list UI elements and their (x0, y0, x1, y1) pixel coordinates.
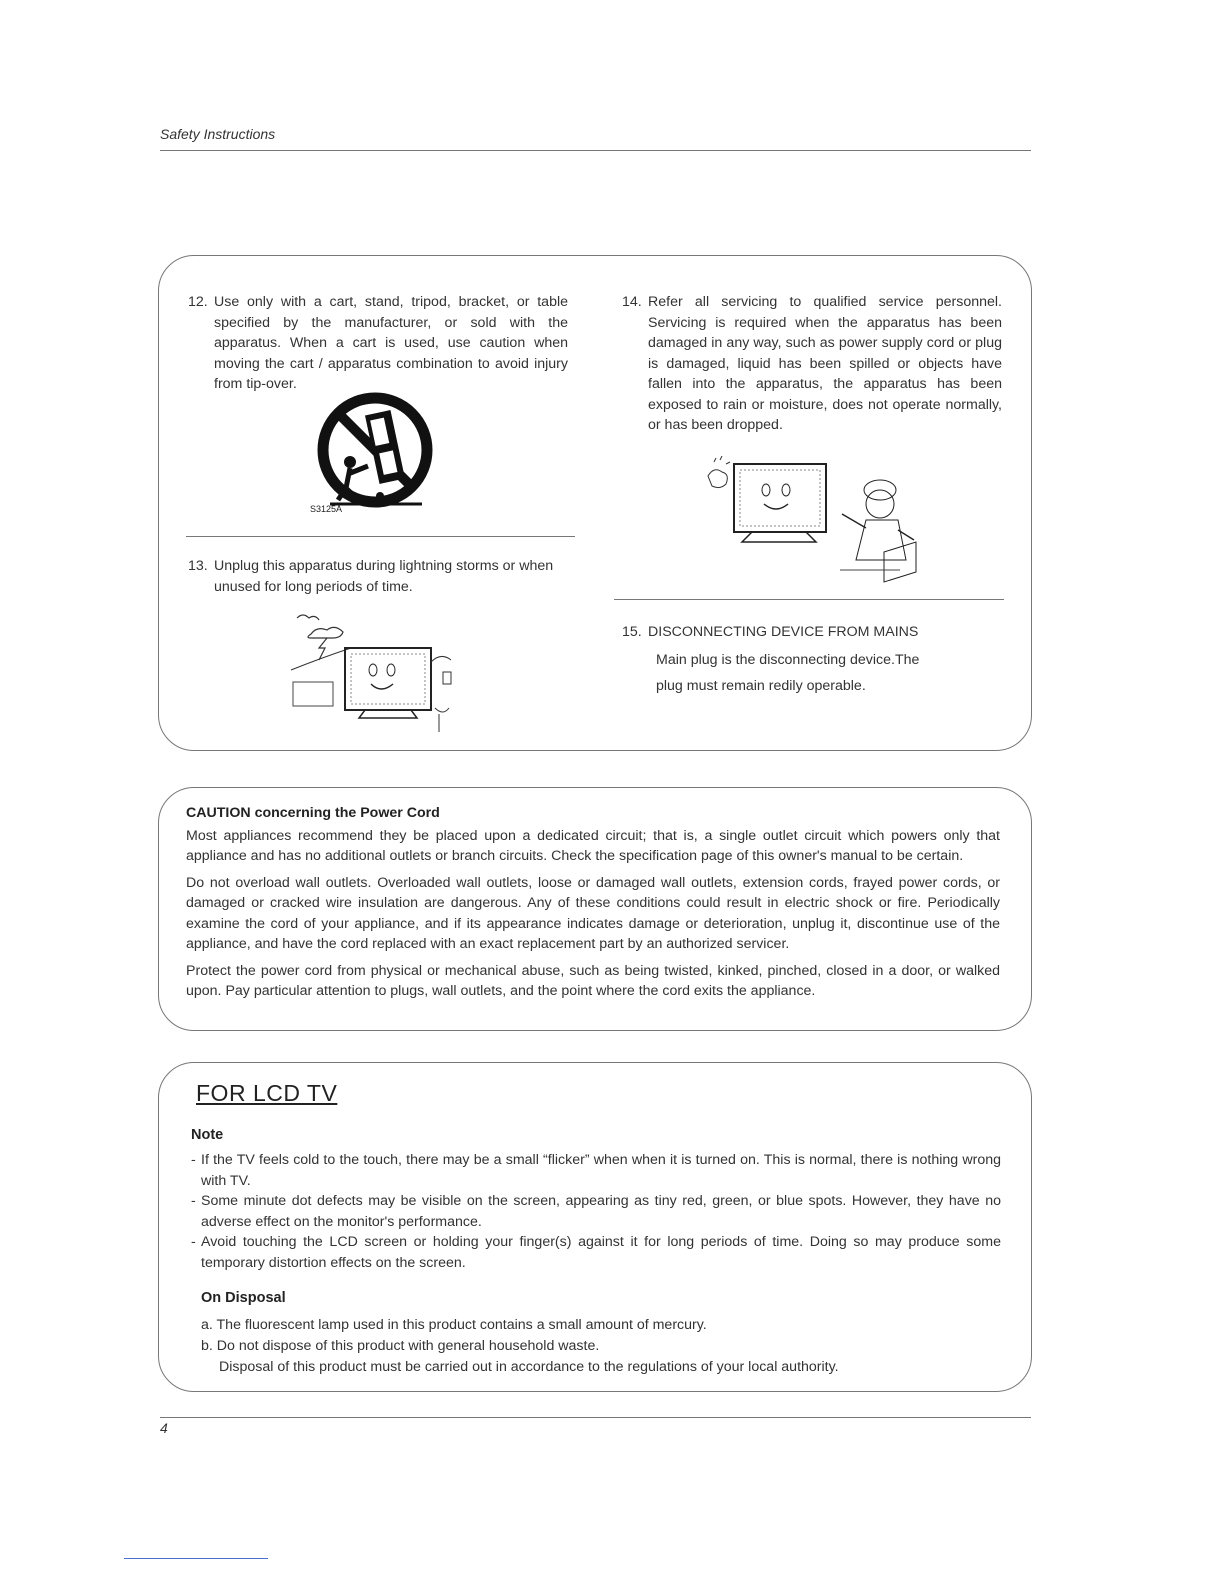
service-technician-illustration (700, 456, 930, 596)
item-text-line: plug must remain redily operable. (656, 677, 866, 694)
cart-tipover-warning-icon (310, 392, 440, 516)
header-rule (160, 150, 1031, 151)
item-13 (188, 556, 578, 597)
caution-title: CAUTION concerning the Power Cord (186, 805, 440, 821)
item-14 (622, 292, 1002, 436)
caution-section (186, 803, 1000, 1008)
list-item: b. Do not dispose of this product with general household waste. (201, 1338, 600, 1354)
item-text: Refer all servicing to qualified service personnel. Servicing is required when the apparatus has been damaged in any way, such as power supply cord or plug is damaged, liquid has been spilled or objects have fallen into the apparatus, the apparatus has been exposed to rain or moisture, does not operate normally, or has been dropped. (648, 294, 1002, 433)
caution-paragraph: Protect the power cord from physical or mechanical abuse, such as being twisted, kinked, pinched, closed in a door, or walked upon. Pay particular attention to plugs, wall outlets, and the point where the cord exits the appliance. (186, 962, 1000, 999)
lightning-tv-illustration (285, 612, 465, 734)
item-text-line: Main plug is the disconnecting device.The (656, 651, 920, 668)
section-header: Safety Instructions (160, 126, 276, 142)
caution-paragraph: Do not overload wall outlets. Overloaded wall outlets, loose or damaged wall outlets, extension cords, frayed power cords, or damaged or cracked wire insulation are dangerous. Any of these conditions could result in electric shock or fire. Periodically examine the cord of your appliance, and if its appearance indicates damage or deterioration, unplug it, discontinue use of the appliance, and have the cord replaced with an exact replacement part by an authorized servicer. (186, 874, 1000, 952)
list-item: - If the TV feels cold to the touch, there may be a small “flicker” when when it is turned on. This is normal, there is nothing wrong with TV. (191, 1152, 1001, 1189)
figure-label: S3125A (310, 504, 343, 514)
list-item: a. The fluorescent lamp used in this product contains a small amount of mercury. (201, 1317, 707, 1333)
note-heading: Note (191, 1127, 224, 1143)
item-number: 13. (188, 558, 208, 574)
note-list (191, 1150, 1001, 1273)
disposal-heading: On Disposal (201, 1290, 286, 1306)
caution-paragraph: Most appliances recommend they be placed upon a dedicated circuit; that is, a single outlet circuit which powers only that appliance and has no additional outlets or branch circuits. Check the specification page of this owner's manual to be certain. (186, 827, 1000, 864)
item-number: 12. (188, 294, 208, 310)
lcd-section-title: FOR LCD TV (196, 1080, 338, 1106)
item-divider (614, 599, 1004, 600)
list-item: - Avoid touching the LCD screen or holding your finger(s) against it for long periods of time. Doing so may produce some temporary distortion effects on the screen. (191, 1234, 1001, 1271)
item-number: 14. (622, 294, 642, 310)
item-title: DISCONNECTING DEVICE FROM MAINS (648, 624, 919, 640)
footer-rule (160, 1417, 1031, 1418)
item-number: 15. (622, 624, 642, 640)
list-item: - Some minute dot defects may be visible on the screen, appearing as tiny red, green, or blue spots. However, they have no adverse effect on the monitor's performance. (191, 1193, 1001, 1230)
item-divider (186, 536, 575, 537)
list-item: Disposal of this product must be carried out in accordance to the regulations of your local authority. (219, 1359, 839, 1375)
item-text: Use only with a cart, stand, tripod, bracket, or table specified by the manufacturer, or sold with the apparatus. When a cart is used, use caution when moving the cart / apparatus combination to avoid injury from tip-over. (214, 294, 568, 392)
item-text: Unplug this apparatus during lightning storms or when unused for long periods of time. (214, 558, 554, 595)
page-number: 4 (160, 1420, 168, 1436)
item-15 (622, 622, 1002, 699)
disposal-list (201, 1315, 1001, 1378)
bottom-underline (124, 1558, 268, 1559)
item-12 (188, 292, 568, 395)
